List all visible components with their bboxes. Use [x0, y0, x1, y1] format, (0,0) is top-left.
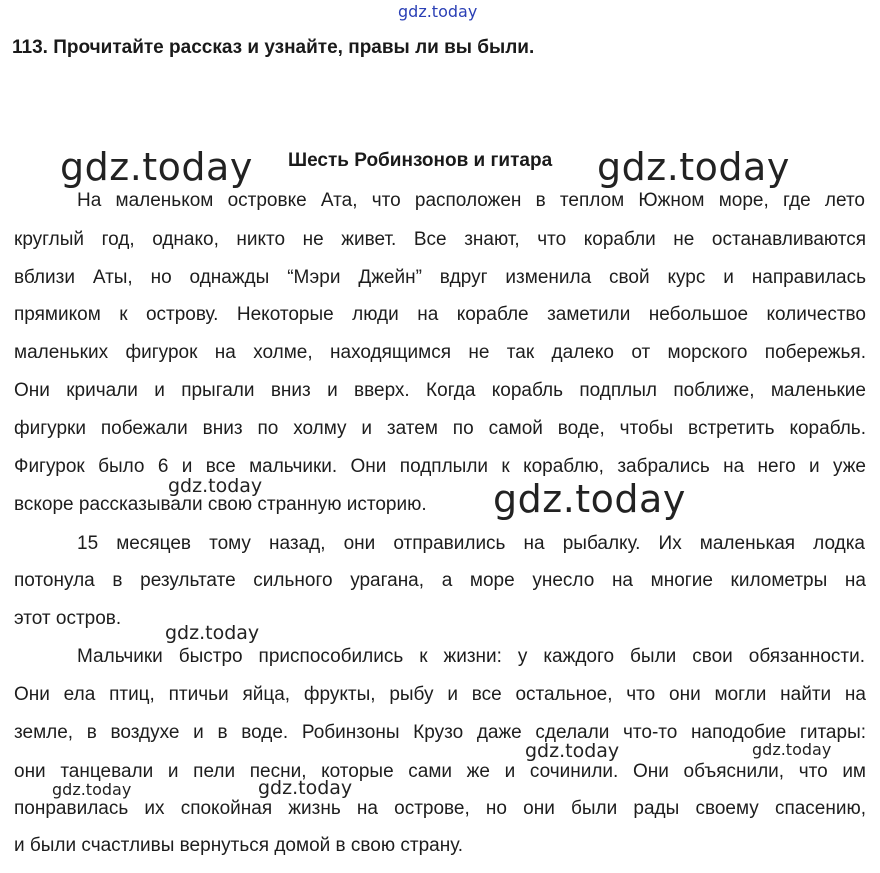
story-line: Фигурок было 6 и все мальчики. Они подплыли к кораблю, забрались на него и уже [14, 456, 866, 477]
story-line: Они ела птиц, птичьи яйца, фрукты, рыбу и все остальное, что они могли найти на [14, 684, 866, 705]
watermark-mid-small: gdz.today [168, 475, 263, 497]
story-line: и были счастливы вернуться домой в свою страну. [14, 835, 464, 856]
watermark-top: gdz.today [398, 2, 478, 21]
story-line: фигурки побежали вниз по холму и затем по самой воде, чтобы встретить корабль. [14, 418, 866, 439]
watermark-title-right: gdz.today [597, 145, 790, 189]
watermark-para3: gdz.today [165, 622, 260, 644]
story-line: этот остров. [14, 608, 122, 629]
story-line: Они кричали и прыгали вниз и вверх. Когда корабль подплыл поближе, маленькие [14, 380, 866, 401]
story-line: понравилась их спокойная жизнь на острове, но они были рады своему спасению, [14, 798, 866, 819]
story-line: прямиком к острову. Некоторые люди на корабле заметили небольшое количество [14, 304, 866, 325]
story-title: Шесть Робинзонов и гитара [288, 150, 553, 171]
watermark-mid-big: gdz.today [493, 477, 686, 521]
watermark-title-left: gdz.today [60, 145, 253, 189]
story-line: вскоре рассказывали свою странную историю. [14, 494, 427, 515]
watermark-lower-left: gdz.today [52, 780, 132, 799]
story-line: маленьких фигурок на холме, находящимся не так далеко от морского побережья. [14, 342, 866, 363]
watermark-lower-center: gdz.today [258, 777, 353, 799]
story-line: потонула в результате сильного урагана, а море унесло на многие километры на [14, 570, 866, 591]
story-line: 15 месяцев тому назад, они отправились на рыбалку. Их маленькая лодка [77, 533, 865, 554]
story-line: Мальчики быстро приспособились к жизни: у каждого были свои обязанности. [77, 646, 865, 667]
story-line: круглый год, однако, никто не живет. Все знают, что корабли не останавливаются [14, 229, 866, 250]
task-heading: 113. Прочитайте рассказ и узнайте, правы ли вы были. [12, 37, 535, 58]
story-line: земле, в воздухе и в воде. Робинзоны Крузо даже сделали что-то наподобие гитары: [14, 722, 866, 743]
story-line: На маленьком островке Ата, что расположен в теплом Южном море, где лето [77, 190, 865, 211]
watermark-lower-right: gdz.today [752, 740, 832, 759]
story-line: вблизи Аты, но однажды “Мэри Джейн” вдруг изменила свой курс и направилась [14, 267, 866, 288]
watermark-lower-mid: gdz.today [525, 740, 620, 762]
story-line: они танцевали и пели песни, которые сами же и сочинили. Они объяснили, что им [14, 761, 866, 782]
